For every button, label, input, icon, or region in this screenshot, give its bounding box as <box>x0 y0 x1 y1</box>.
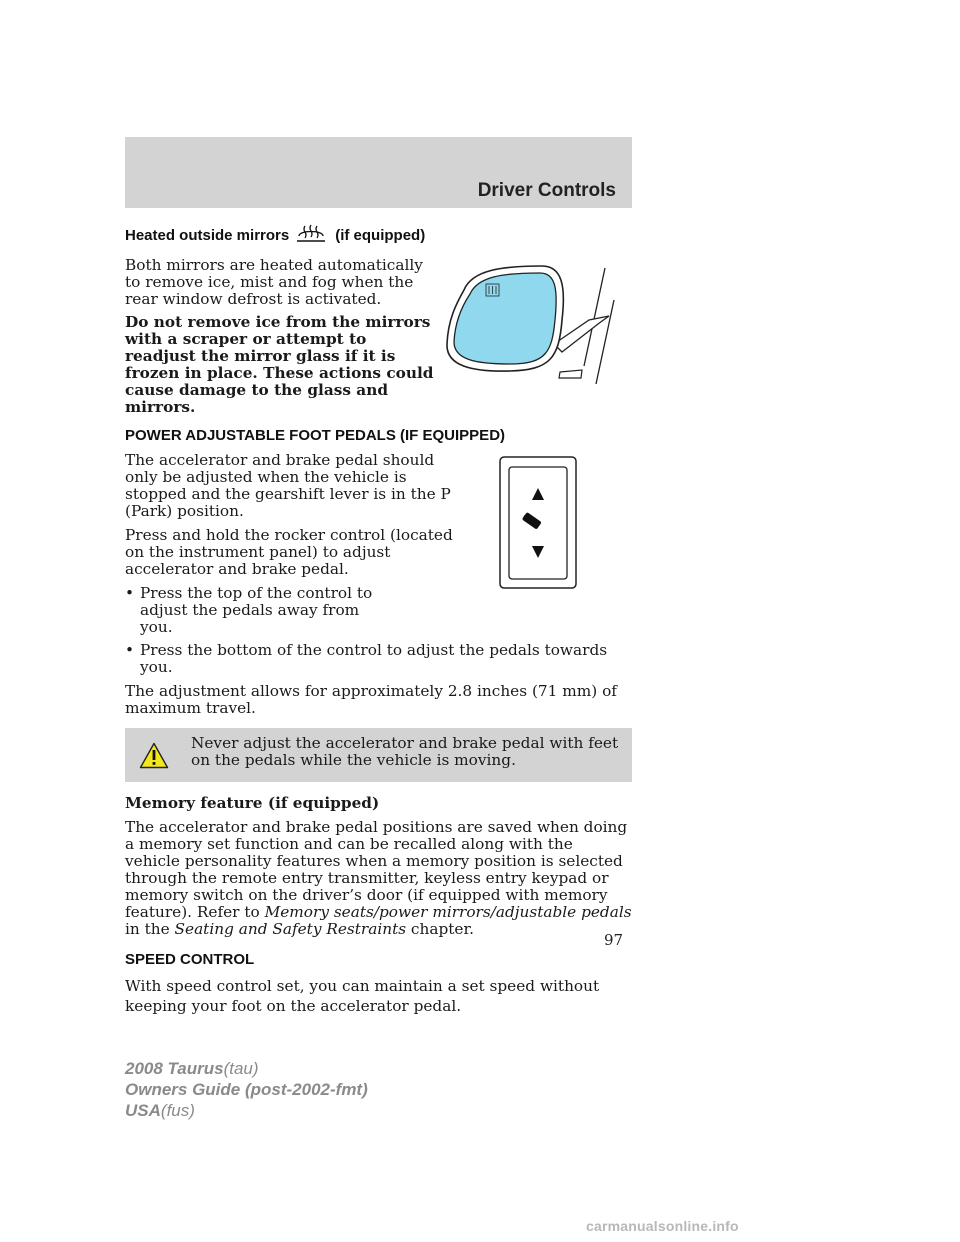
heated-mirrors-warning: Do not remove ice from the mirrors with a scraper or attempt to readjust the mirror glass if it is frozen in place. These actions could cause damage to the glass and mirrors. <box>125 313 434 416</box>
caution-text: Never adjust the accelerator and brake pedal with feet on the pedals while the vehicle is moving. <box>191 734 619 769</box>
caution-triangle-icon <box>139 742 169 773</box>
pedals-paragraph-3: The adjustment allows for approximately 2.8 inches (71 mm) of maximum travel. <box>125 682 617 717</box>
watermark-logo: carmanualsonline.info <box>586 1218 739 1234</box>
memory-heading: Memory feature (if equipped) <box>125 794 380 812</box>
chapter-title: Driver Controls <box>477 180 616 201</box>
chapter-header <box>125 137 632 208</box>
pedals-paragraph-2: Press and hold the rocker control (located on the instrument panel) to adjust accelerator and brake pedal. <box>125 526 453 578</box>
memory-ref-link: Memory seats/power mirrors/adjustable pedals <box>264 903 632 921</box>
memory-paragraph: The accelerator and brake pedal positions are saved when doing a memory set function and can be recalled along with the vehicle personality features when a memory position is selected through the remote entry transmitter, keyless entry keypad or memory switch on the driver’s door (if equipped with memory feature). Refer to Memory seats/power mirrors/adjustable pedals in the Seating and Safety Restraints chapter. <box>125 818 632 938</box>
speed-control-heading: SPEED CONTROL <box>125 951 255 968</box>
page-content <box>125 222 632 1016</box>
pedals-paragraph-1: The accelerator and brake pedal should only be adjusted when the vehicle is stopped and the gearshift lever is in the P (Park) position. <box>125 451 451 520</box>
rear-defrost-icon <box>295 222 327 248</box>
heated-mirrors-heading <box>125 222 632 248</box>
pedals-bullet-2: • Press the bottom of the control to adjust the pedals towards you. <box>125 641 608 676</box>
heated-mirrors-heading-suffix: (if equipped) <box>335 226 426 244</box>
rocker-control-illustration <box>460 454 632 592</box>
pedals-bullet-1: • Press the top of the control to adjust the pedals away from you. <box>125 584 373 636</box>
pedals-heading: POWER ADJUSTABLE FOOT PEDALS (IF EQUIPPED) <box>125 427 506 444</box>
speed-control-paragraph: With speed control set, you can maintain a set speed without keeping your foot on the accelerator pedal. <box>125 977 600 1015</box>
page-number: 97 <box>604 931 624 949</box>
mirror-illustration <box>442 260 632 390</box>
pedals-section <box>125 452 632 636</box>
caution-box <box>125 728 632 782</box>
document-footer: 2008 Taurus(tau) Owners Guide (post-2002-fmt) USA(fus) <box>125 1059 368 1120</box>
heated-mirrors-heading-prefix: Heated outside mirrors <box>125 226 290 244</box>
chapter-ref: Seating and Safety Restraints <box>174 920 407 938</box>
heated-mirrors-section <box>125 257 632 416</box>
heated-mirrors-paragraph: Both mirrors are heated automatically to remove ice, mist and fog when the rear window defrost is activated. <box>125 256 423 308</box>
